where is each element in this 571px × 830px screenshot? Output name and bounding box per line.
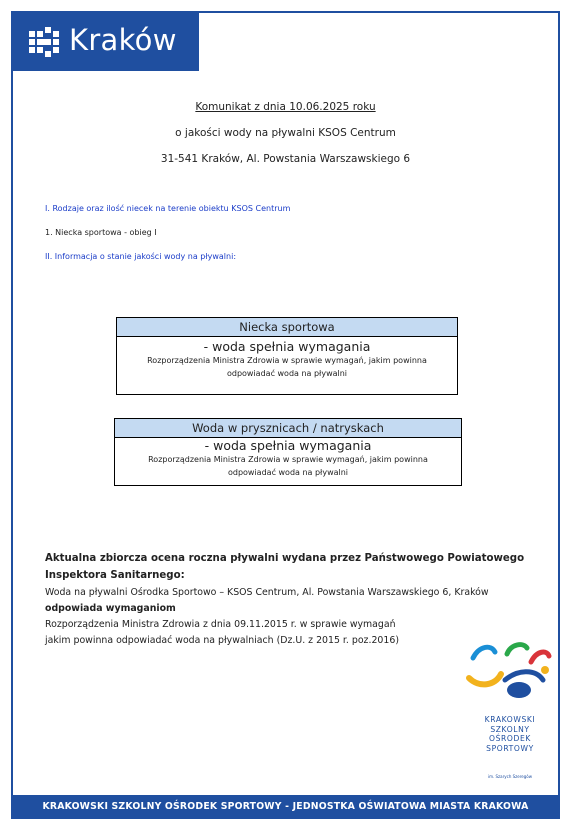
section1-item: 1. Niecka sportowa - obieg I — [45, 228, 157, 237]
footer-banner: KRAKOWSKI SZKOLNY OŚRODEK SPORTOWY - JEDNOSTKA OŚWIATOWA MIASTA KRAKOWA — [11, 795, 560, 819]
regulation-text: odpowiadać woda na pływalni — [226, 369, 348, 378]
notice-title: Komunikat z dnia 10.06.2025 roku — [195, 101, 376, 113]
ksos-logo-subtitle: im. Szarych Szeregów — [487, 774, 533, 779]
water-status: - woda spełnia wymagania — [203, 339, 371, 354]
krakow-grid-icon — [29, 27, 59, 57]
water-status: - woda spełnia wymagania — [204, 438, 372, 453]
logo-text: Kraków — [69, 23, 177, 57]
notice-address: 31-541 Kraków, Al. Powstania Warszawskiego 6 — [160, 153, 411, 165]
krakow-logo — [11, 11, 199, 71]
table-header: Niecka sportowa — [117, 318, 457, 337]
summary-heading: Aktualna zbiorcza ocena roczna pływalni wydana przez Państwowego Powiatowego — [45, 553, 525, 564]
table-header: Woda w prysznicach / natryskach — [115, 419, 461, 438]
pool-quality-table — [116, 317, 458, 395]
section1-heading: I. Rodzaje oraz ilość niecek na terenie obiektu KSOS Centrum — [45, 204, 291, 213]
summary-regulation-2: jakim powinna odpowiadać woda na pływalniach (Dz.U. z 2015 r. poz.2016) — [45, 635, 399, 646]
regulation-text: Rozporządzenia Ministra Zdrowia w sprawie wymagań, jakim powinna — [148, 455, 428, 464]
ksos-logo-line: KRAKOWSKI — [484, 715, 536, 724]
shower-quality-table — [114, 418, 462, 486]
regulation-text: odpowiadać woda na pływalni — [227, 468, 349, 477]
ksos-logo-line: SPORTOWY — [486, 743, 534, 753]
summary-line: Woda na pływalni Ośrodka Sportowo – KSOS Centrum, Al. Powstania Warszawskiego 6, Kraków — [45, 587, 489, 598]
summary-heading-2: Inspektora Sanitarnego: — [45, 570, 185, 581]
regulation-text: Rozporządzenia Ministra Zdrowia w sprawie wymagań, jakim powinna — [147, 356, 427, 365]
ksos-logo-text — [480, 715, 540, 753]
summary-regulation: Rozporządzenia Ministra Zdrowia z dnia 09.11.2015 r. w sprawie wymagań — [45, 619, 396, 630]
section2-heading: II. Informacja o stanie jakości wody na pływalni: — [45, 252, 237, 261]
ksos-logo-line: SZKOLNY — [490, 724, 530, 734]
notice-subtitle: o jakości wody na pływalni KSOS Centrum — [175, 127, 396, 139]
ksos-logo-line: OŚRODEK — [489, 734, 531, 743]
summary-result: odpowiada wymaganiom — [45, 603, 176, 614]
ksos-figures-icon — [465, 640, 555, 785]
